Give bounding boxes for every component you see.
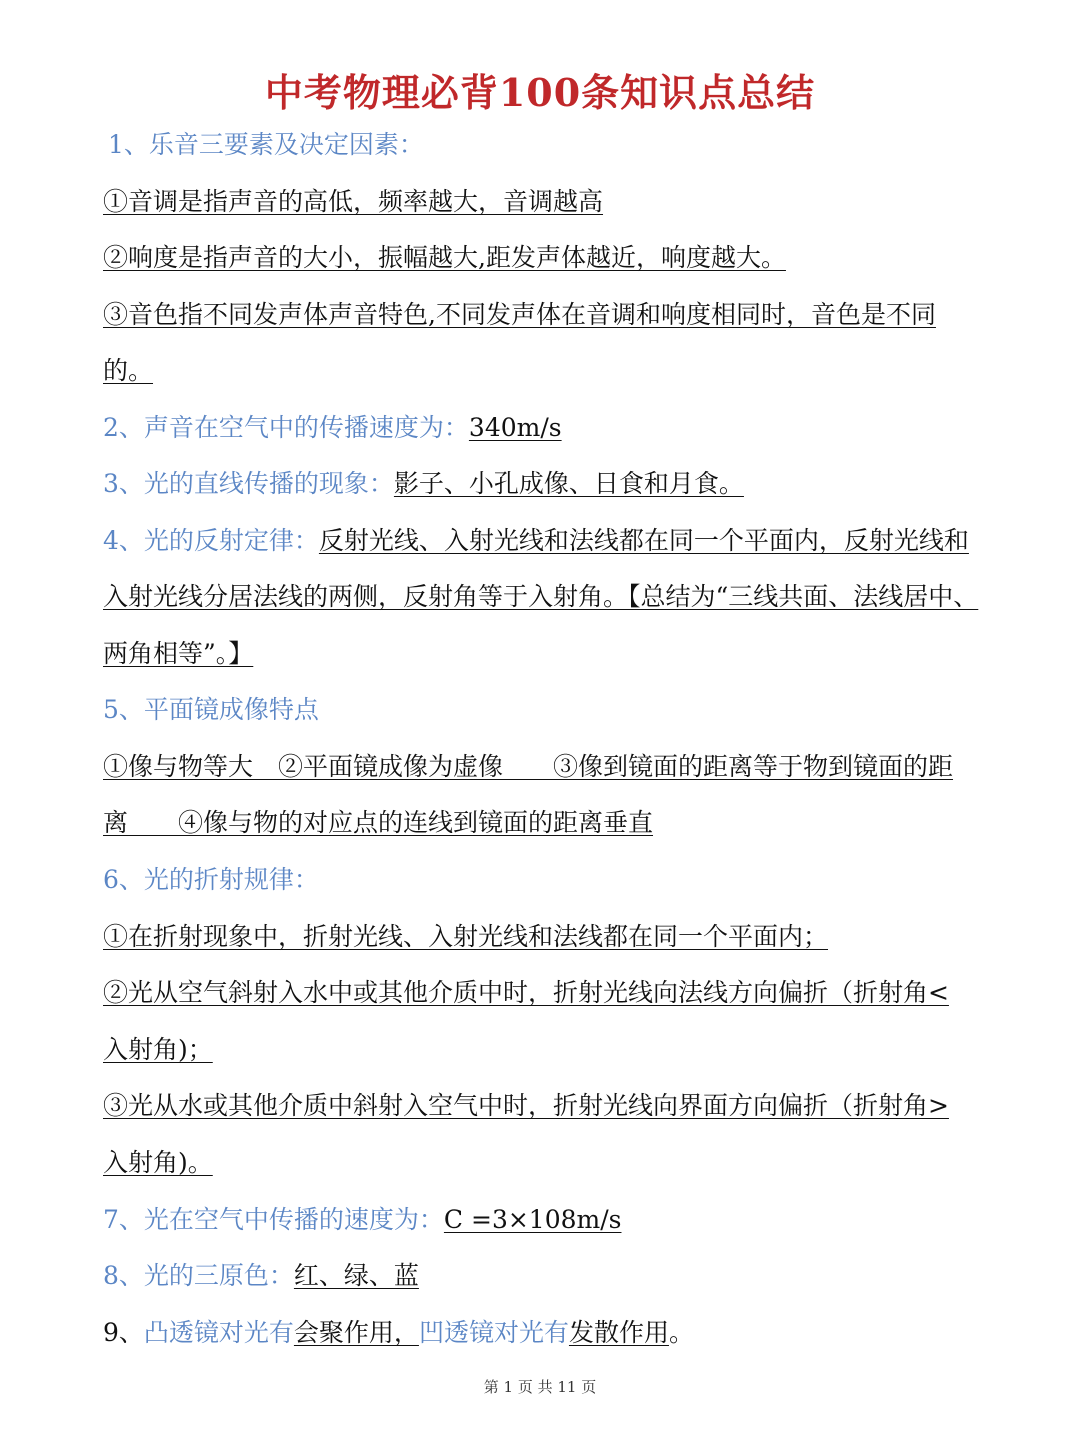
item-5-text-a: ①像与物等大 ②平面镜成像为虚像 ③像到镜面的距离等于物到镜面的距 (103, 752, 954, 781)
item-1-point-3-text-a: ③音色指不同发声体声音特色,不同发声体在音调和响度相同时，音色是不同 (103, 300, 936, 329)
item-8-value: 红、绿、蓝 (293, 1261, 419, 1290)
item-6-point-1 (103, 920, 983, 954)
item-4-text-c: 两角相等”。】 (103, 639, 254, 668)
item-9-label-2: 凹透镜对光有 (418, 1318, 569, 1347)
item-3-label: 3、光的直线传播的现象： (103, 469, 394, 498)
item-4-cont-1 (103, 580, 983, 614)
item-4-label: 4、光的反射定律： (103, 526, 319, 555)
item-4-text-a: 反射光线、入射光线和法线都在同一个平面内，反射光线和 (318, 526, 969, 555)
item-2-label: 2、声音在空气中的传播速度为： (103, 413, 469, 442)
item-4-cont-2 (103, 637, 983, 671)
item-3-value: 影子、小孔成像、日食和月食。 (393, 469, 744, 498)
item-6-point-3-cont (103, 1146, 983, 1180)
item-9-end: 。 (668, 1318, 694, 1347)
item-6-point-3 (103, 1089, 983, 1123)
item-1-point-2-text: ②响度是指声音的大小，振幅越大,距发声体越近，响度越大。 (103, 243, 786, 272)
item-1-point-3-cont (103, 354, 983, 388)
item-9-value-1: 会聚作用， (293, 1318, 419, 1347)
item-1-point-2 (103, 241, 983, 275)
item-9-label-1: 凸透镜对光有 (143, 1318, 294, 1347)
item-5-points-cont (103, 806, 983, 840)
item-4-text-b: 入射光线分居法线的两侧，反射角等于入射角。【总结为“三线共面、法线居中、 (103, 582, 979, 611)
item-6-point-2-text-b: 入射角)； (103, 1035, 213, 1064)
item-6-point-2-text-a: ②光从空气斜射入水中或其他介质中时，折射光线向法线方向偏折（折射角< (103, 978, 949, 1007)
item-1-point-1 (103, 185, 983, 219)
item-9-number: 9、 (103, 1318, 144, 1347)
item-5-text-b: 离 ④像与物的对应点的连线到镜面的距离垂直 (103, 808, 654, 837)
page-title: 中考物理必背100条知识点总结 (264, 70, 816, 115)
item-6-point-2-cont (103, 1033, 983, 1067)
item-3 (103, 467, 983, 501)
item-8-label: 8、光的三原色： (103, 1261, 294, 1290)
item-1-point-3-text-b: 的。 (103, 356, 154, 385)
item-2-value: 340m/s (468, 413, 562, 442)
item-6-point-3-text-b: 入射角)。 (103, 1148, 213, 1177)
item-5-points (103, 750, 983, 784)
item-2 (103, 411, 983, 445)
item-1-heading: 1、乐音三要素及决定因素： (108, 130, 424, 159)
item-9-value-2: 发散作用 (568, 1318, 669, 1347)
item-4 (103, 524, 983, 558)
page-footer: 第 1 页 共 11 页 (483, 1378, 597, 1396)
item-6-point-2 (103, 976, 983, 1010)
item-7-label: 7、光在空气中传播的速度为： (103, 1205, 444, 1234)
item-6-point-3-text-a: ③光从水或其他介质中斜射入空气中时，折射光线向界面方向偏折（折射角> (103, 1091, 949, 1120)
item-6-point-1-text: ①在折射现象中，折射光线、入射光线和法线都在同一个平面内； (103, 922, 829, 951)
item-7 (103, 1203, 983, 1237)
item-6-heading: 6、光的折射规律： (103, 865, 319, 894)
item-7-value: C =3×108m/s (443, 1205, 622, 1234)
item-8 (103, 1259, 983, 1293)
item-1-point-3 (103, 298, 983, 332)
item-1-point-1-text: ①音调是指声音的高低，频率越大，音调越高 (103, 187, 604, 216)
item-9 (103, 1316, 983, 1350)
item-5-heading: 5、平面镜成像特点 (103, 695, 319, 724)
